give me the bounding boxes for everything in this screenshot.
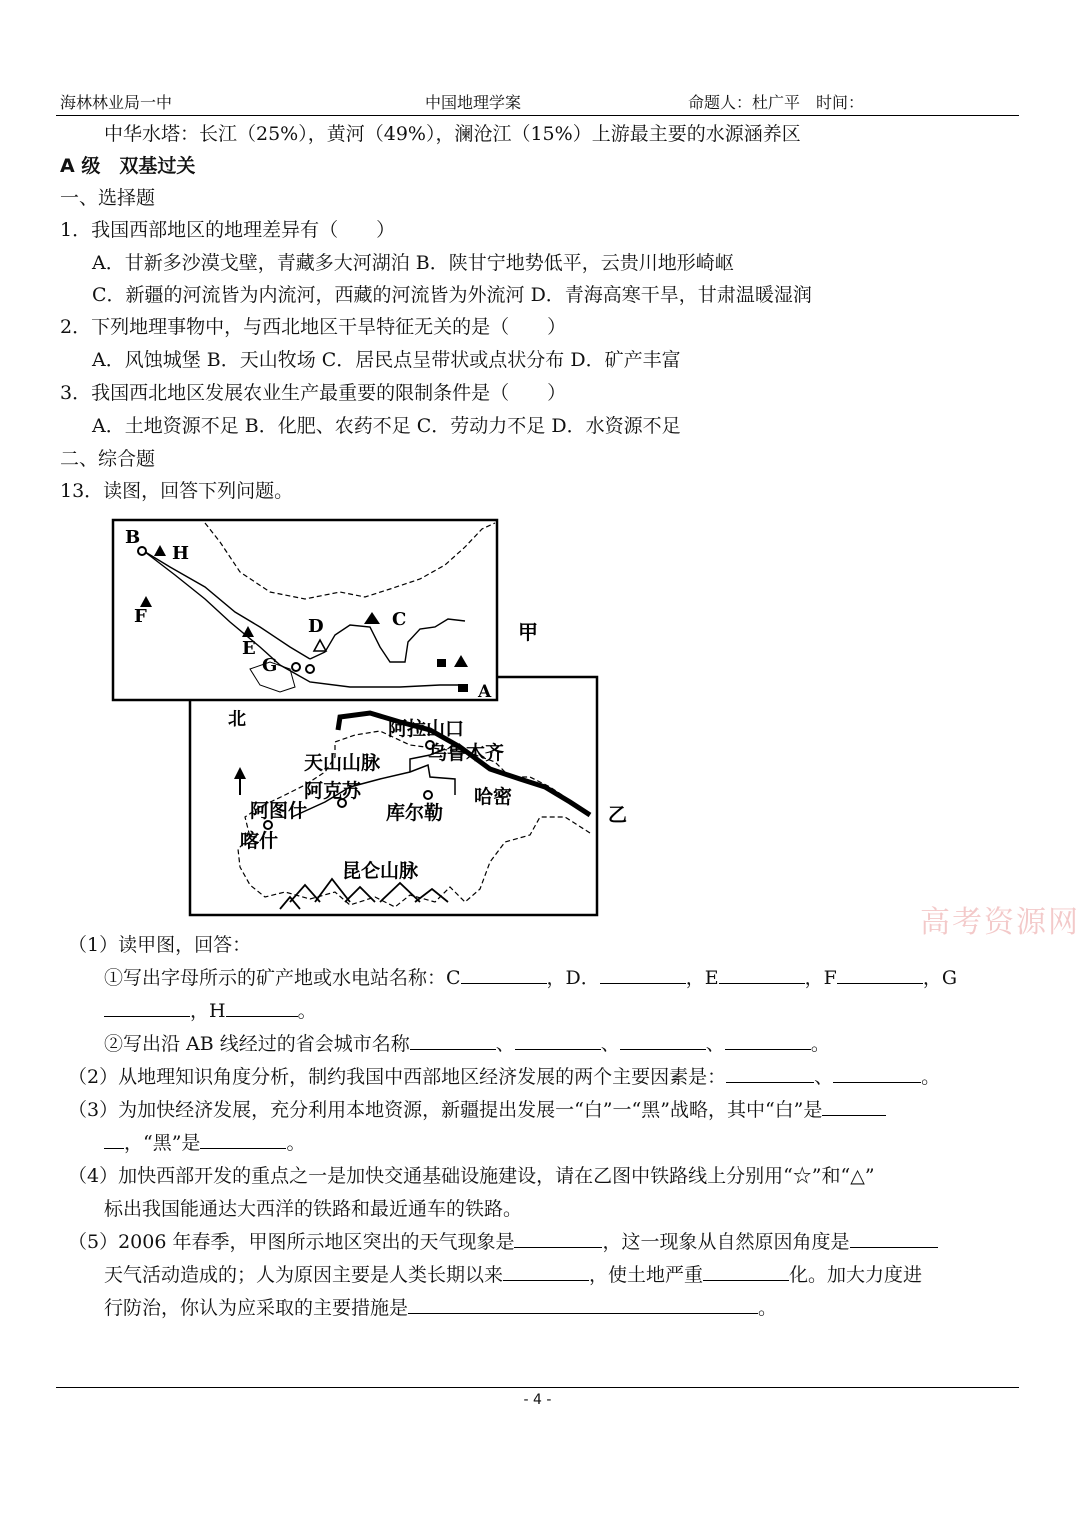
blank-weather[interactable] [514,1229,602,1248]
footer-rule [56,1387,1019,1388]
jia-label-8: 甲 [518,620,538,644]
map-point-g1 [292,663,300,671]
sub3-line2 [104,1130,305,1156]
blank-city-3[interactable] [620,1031,706,1050]
yi-label-10: 乙 [608,804,628,826]
yi-label-1: 阿拉山口 [388,718,465,740]
sub1-a-h-label: ，H [190,1000,226,1022]
sub1-a-e-label: ，E [685,967,719,989]
map-square-1 [437,659,446,667]
blank-c[interactable] [461,965,547,984]
q2-options: A．风蚀城堡 B．天山牧场 C．居民点呈带状或点状分布 D．矿产丰富 [92,349,681,371]
watermark: 高考资源网 [920,905,1080,940]
sub5-l2c: 化。加大力度进 [789,1264,923,1286]
sub2-end: 。 [921,1066,941,1088]
blank-natural-cause[interactable] [850,1229,938,1248]
blank-black[interactable] [200,1130,286,1149]
map-square-a [458,684,468,692]
blank-human-cause[interactable] [503,1262,589,1281]
sub5-end: 。 [758,1297,778,1319]
sub2-line [68,1064,940,1090]
q3-stem: 3．我国西北地区发展农业生产最重要的限制条件是（ ） [60,382,567,404]
sub1-a-d-label: ，D． [546,967,600,989]
map-city-korla [424,791,432,799]
jia-label-5: E [242,638,256,659]
yi-label-7: 库尔勒 [386,802,444,824]
map-city-artux [264,821,272,829]
sub5-line2 [104,1262,922,1288]
map-figure [110,517,628,919]
sub5-l2a: 天气活动造成的；人为原因主要是人类长期以来 [104,1264,504,1286]
yi-label-9: 昆仑山脉 [342,860,419,882]
part2-title: 二、综合题 [60,448,156,470]
sub1-a-prefix: ①写出字母所示的矿产地或水电站名称：C [104,967,461,989]
sub1-a-end: 。 [297,1000,317,1022]
sep-3: 、 [705,1033,725,1055]
jia-label-2: F [134,606,147,627]
sub5-l3a: 行防治，你认为应采取的主要措施是 [104,1297,409,1319]
q13-stem: 13．读图，回答下列问题。 [60,480,294,502]
jia-label-6: G [262,655,278,676]
sub1-b-prefix: ②写出沿 AB 线经过的省会城市名称 [104,1033,410,1055]
sub1-line-a1 [104,965,957,991]
sub1-line-b [104,1031,830,1057]
q1-options-ab: A．甘新多沙漠戈壁，青藏多大河湖泊 B．陕甘宁地势低平，云贵川地形崎岖 [92,252,734,274]
blank-factor-2[interactable] [833,1064,921,1083]
blank-city-1[interactable] [410,1031,496,1050]
header-rule [56,115,1019,116]
sub5-mid1: ，这一现象从自然原因角度是 [602,1231,850,1253]
sub3-line1 [68,1097,886,1123]
blank-factor-1[interactable] [726,1064,814,1083]
blank-city-4[interactable] [725,1031,811,1050]
sub4-line1: （4）加快西部开发的重点之一是加快交通基础设施建设，请在乙图中铁路线上分别用“☆”和“△” [68,1165,875,1187]
sub1-intro: （1）读甲图，回答： [68,934,252,956]
yi-label-8: 喀什 [240,830,279,852]
school-name: 海林林业局一中 [60,93,173,112]
blank-measures[interactable] [408,1295,758,1314]
sep-2: 、 [600,1033,620,1055]
sub3-end: 。 [286,1132,306,1154]
sub5-line3 [104,1295,777,1321]
sub2-sep: 、 [814,1066,834,1088]
part1-title: 一、选择题 [60,187,156,209]
sub3-prefix: （3）为加快经济发展，充分利用本地资源，新疆提出发展一“白”一“黑”战略，其中“白”是 [68,1099,823,1121]
sub1-line-a2 [104,998,317,1024]
blank-degradation[interactable] [703,1262,789,1281]
jia-label-1: H [172,543,190,564]
map-jia-frame [113,520,497,700]
q3-options: A．土地资源不足 B．化肥、农药不足 C．劳动力不足 D．水资源不足 [92,415,681,437]
jia-label-3: D [308,616,324,637]
blank-white-b[interactable] [104,1130,124,1149]
yi-label-4: 阿克苏 [304,780,362,802]
yi-label-2: 乌鲁木齐 [428,742,505,764]
blank-white-a[interactable] [822,1097,886,1116]
blank-h[interactable] [226,998,298,1017]
blank-g[interactable] [104,998,190,1017]
jia-label-0: B [125,527,141,548]
water-tower-line: 中华水塔：长江（25%），黄河（49%），澜沧江（15%）上游最主要的水源涵养区 [104,123,801,145]
sub3-mid: ，“黑”是 [124,1132,201,1154]
map-point-b [138,547,146,555]
jia-label-4: C [392,609,407,630]
sub1-a-f-label: ，F [804,967,837,989]
sub1-a-g-label: ，G [922,967,958,989]
blank-f[interactable] [837,965,923,984]
sub1-b-end: 。 [810,1033,830,1055]
blank-city-2[interactable] [515,1031,601,1050]
sub5-prefix: （5）2006 年春季，甲图所示地区突出的天气现象是 [68,1231,515,1253]
sub2-prefix: （2）从地理知识角度分析，制约我国中西部地区经济发展的两个主要因素是： [68,1066,727,1088]
sub5-line1 [68,1229,938,1255]
q1-options-cd: C．新疆的河流皆为内流河，西藏的河流皆为外流河 D．青海高寒干旱，甘肃温暖湿润 [92,284,812,306]
yi-label-5: 哈密 [474,786,513,808]
sub5-l2b: ，使土地严重 [589,1264,704,1286]
sep-1: 、 [495,1033,515,1055]
author-line: 命题人：杜广平 时间： [688,93,865,112]
blank-e[interactable] [719,965,805,984]
page-number: - 4 - [523,1392,552,1408]
blank-d[interactable] [600,965,686,984]
jia-label-7: A [478,682,492,702]
document-title: 中国地理学案 [425,93,522,112]
yi-label-6: 阿图什 [250,800,308,822]
map-point-g2 [306,665,314,673]
yi-label-0: 北 [228,709,246,730]
q2-stem: 2．下列地理事物中，与西北地区干旱特征无关的是（ ） [60,316,567,338]
q1-stem: 1．我国西部地区的地理差异有（ ） [60,219,396,241]
sub4-line2: 标出我国能通达大西洋的铁路和最近通车的铁路。 [104,1198,523,1220]
section-a-heading: A 级 双基过关 [60,155,196,177]
yi-label-3: 天山山脉 [304,752,381,774]
